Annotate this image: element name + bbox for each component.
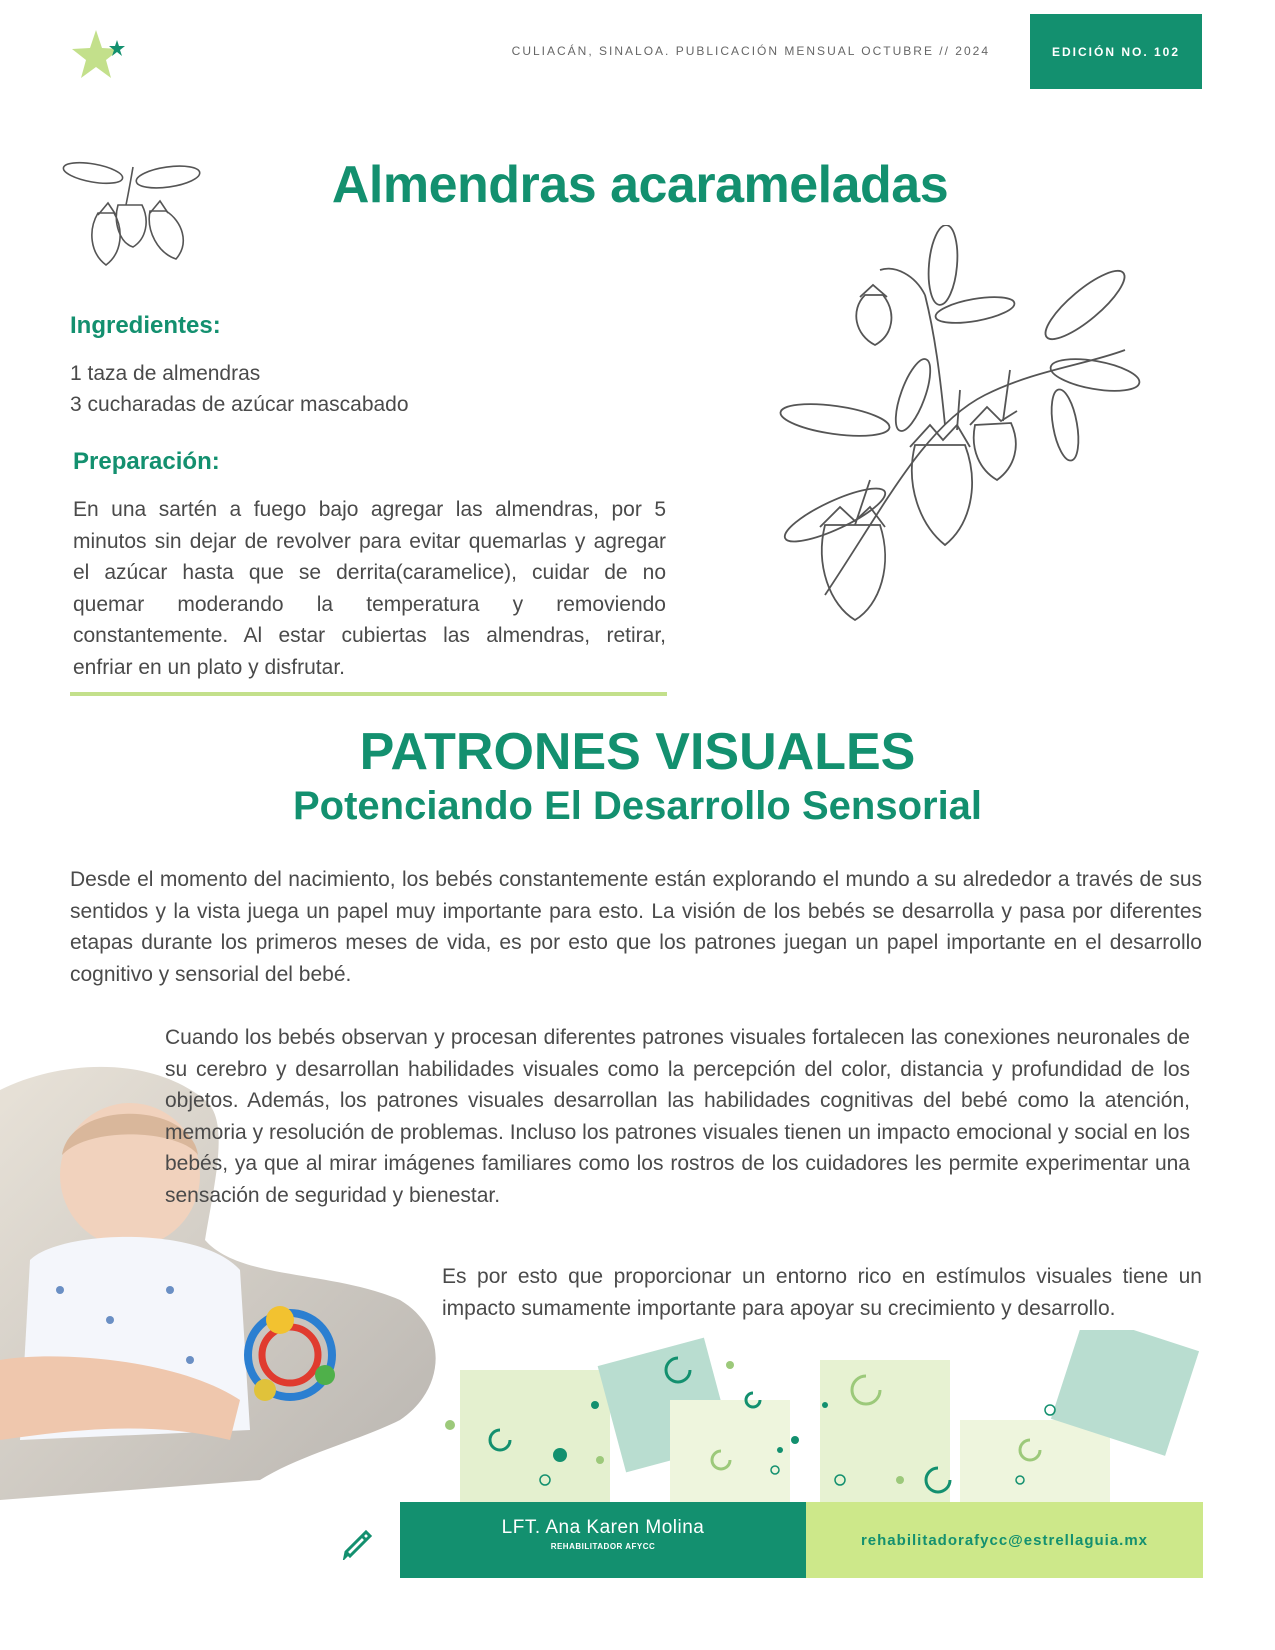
article-paragraph-1: Desde el momento del nacimiento, los bebés constantemente están explorando el mundo a su alrededor a través de sus sentidos y la vista juega un papel muy importante para esto. La visión de los bebés se desarrolla y pasa por diferentes etapas durante los primeros meses de vida, es por esto que los patrones juegan un papel importante en el desarrollo cognitivo y sensorial del bebé. [70,868,1202,986]
preparation-text: En una sartén a fuego bajo agregar las almendras, por 5 minutos sin dejar de revolver para evitar quemarlas y agregar el azúcar hasta que se derrita(caramelice), cuidar de no quemar moderando la temperatura y removiendo constantemente. Al estar cubiertas las almendras, retirar, enfriar en un plato y disfrutar. [73,498,666,679]
ingredient-item: 3 cucharadas de azúcar mascabado [70,393,409,416]
publication-info: CULIACÁN, SINALOA. PUBLICACIÓN MENSUAL OCTUBRE // 2024 [511,44,990,58]
ingredient-item: 1 taza de almendras [70,362,261,385]
author-role: REHABILITADOR AFYCC [550,1542,656,1551]
almond-branch-sketch [765,225,1165,645]
author-block [400,1502,806,1578]
preparation-heading: Preparación: [73,448,220,475]
article-paragraph-2: Cuando los bebés observan y procesan diferentes patrones visuales fortalecen las conexiones neuronales de su cerebro y desarrollan habilidades visuales como la percepción del color, distancia y profundidad de los objetos. Además, los patrones visuales desarrollan las habilidades cognitivas del bebé como la atención, memoria y resolución de problemas. Incluso los patrones visuales tienen un impacto emocional y social en los bebés, ya que al mirar imágenes familiares como los rostros de los cuidadores les permite experimentar una sensación de seguridad y bienestar. [165,1026,1190,1207]
author-email[interactable]: rehabilitadorafycc@estrellaguia.mx [806,1502,1203,1578]
article-subtitle: Potenciando El Desarrollo Sensorial [292,784,983,828]
ingredients-heading: Ingredientes: [70,312,221,339]
pencil-icon [340,1524,376,1560]
star-logo-icon [68,28,128,80]
article-paragraph-3: Es por esto que proporcionar un entorno rico en estímulos visuales tiene un impacto sumamente importante para apoyar su crecimiento y desarrollo. [442,1265,1202,1320]
section-divider [70,692,667,696]
ingredients-list [70,358,409,420]
decorative-puzzle-mats [430,1330,1230,1505]
article-title: PATRONES VISUALES [359,723,916,781]
author-name: LFT. Ana Karen Molina [501,1517,705,1538]
almond-sketch-small [58,155,208,275]
edition-badge: EDICIÓN NO. 102 [1030,14,1202,89]
recipe-title: Almendras acarameladas [331,156,949,214]
